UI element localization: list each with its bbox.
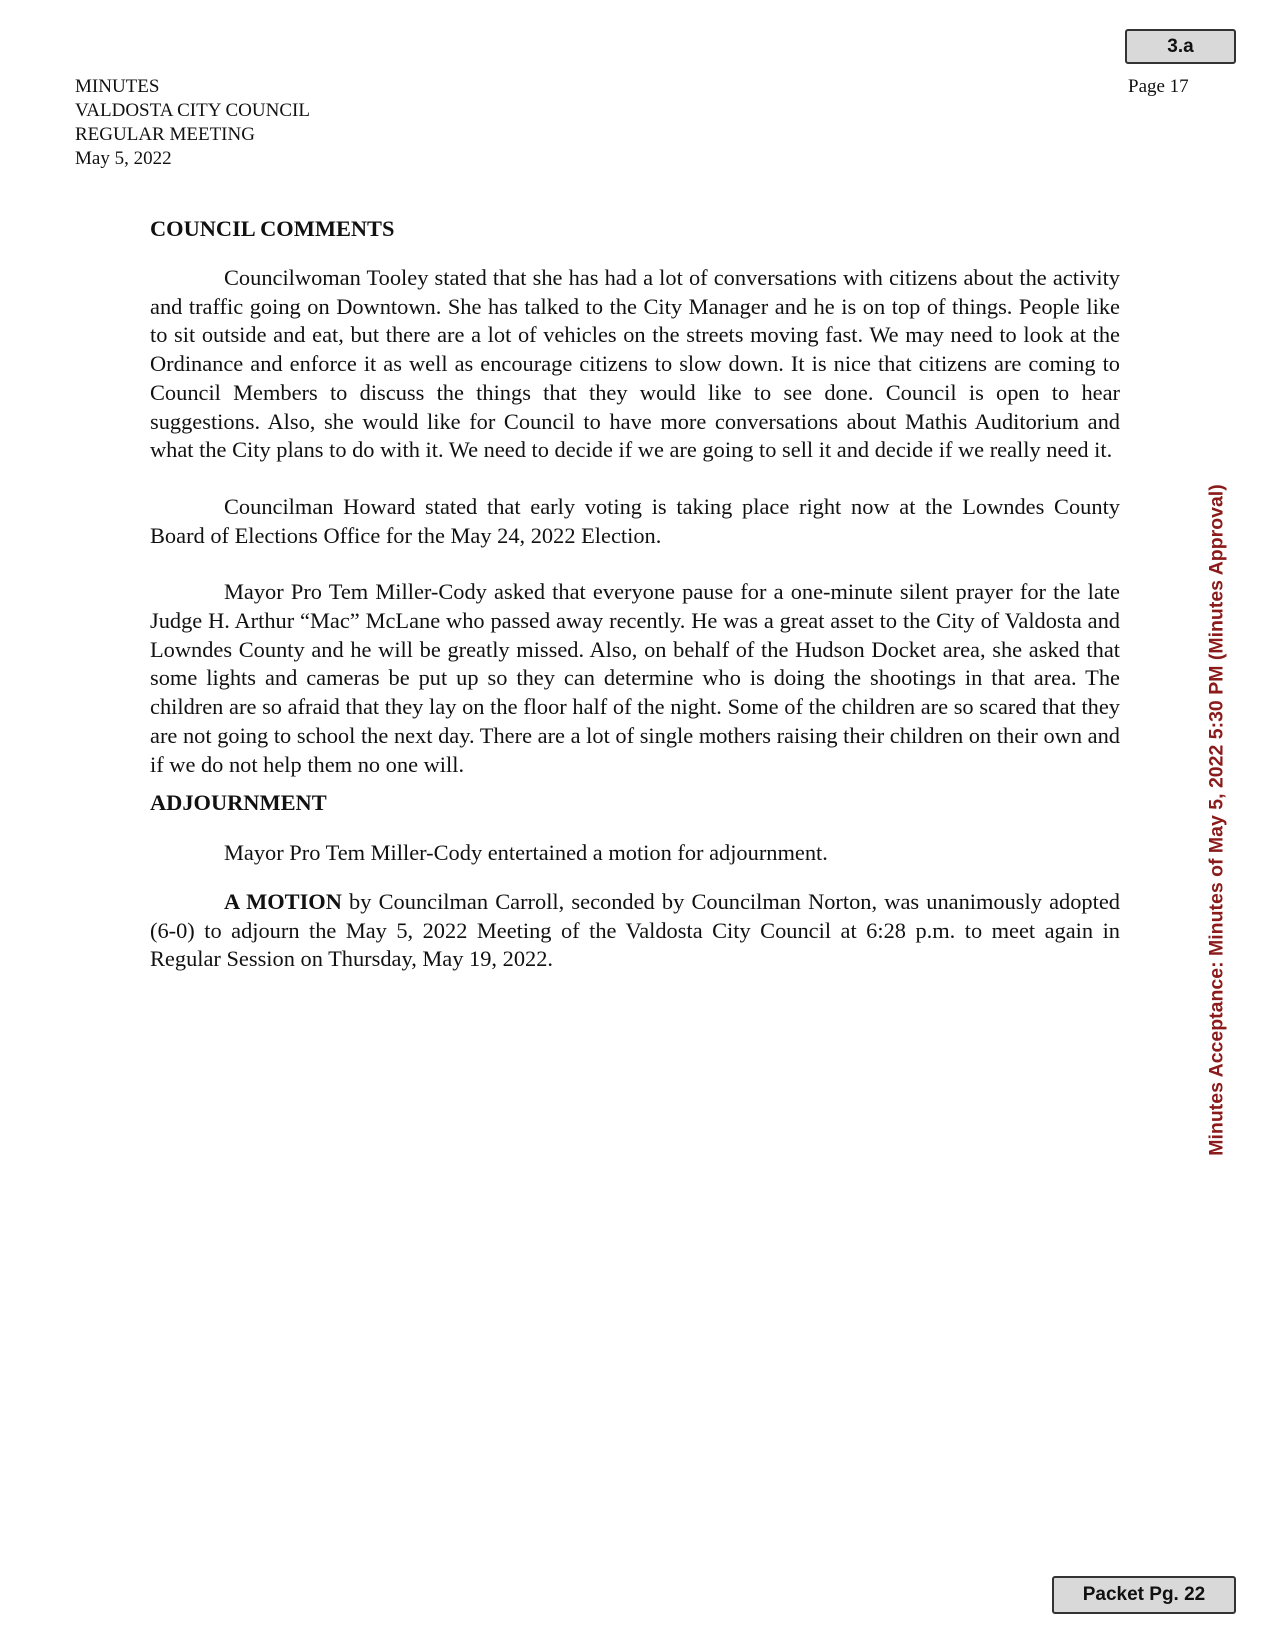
header-line-date: May 5, 2022: [75, 148, 172, 169]
motion-lead: A MOTION: [224, 888, 342, 914]
header-line-meeting-type: REGULAR MEETING: [75, 124, 255, 145]
comment-paragraph-tooley: Councilwoman Tooley stated that she has had a lot of conversations with citizens about the activity and traffic going on Downtown. She has talked to the City Manager and he is on top of things. People like to sit outside and eat, but there are a lot of vehicles on the streets moving fast. We may need to look at the Ordinance and enforce it as well as encourage citizens to slow down. It is nice that citizens are coming to Council Members to discuss the things that they would like to see done. Council is open to hear suggestions. Also, she would like for Council to have more conversations about Mathis Auditorium and what the City plans to do with it. We need to decide if we are going to sell it and decide if we really need it.: [150, 265, 1120, 463]
comment-paragraph-miller-cody: Mayor Pro Tem Miller-Cody asked that everyone pause for a one-minute silent prayer for the late Judge H. Arthur “Mac” McLane who passed away recently. He was a great asset to the City of Valdosta and Lowndes County and he will be greatly missed. Also, on behalf of the Hudson Docket area, she asked that some lights and cameras be put up so they can determine who is doing the shootings in that area. The children are so afraid that they lay on the floor half of the night. Some of the children are so scared that they are not going to school the next day. There are a lot of single mothers raising their children on their own and if we do not help them no one will.: [150, 579, 1120, 777]
page-number: Page 17: [1128, 76, 1189, 97]
agenda-item-tag: 3.a: [1125, 29, 1236, 64]
adjournment-motion: [150, 888, 1120, 974]
header-line-minutes: MINUTES: [75, 76, 160, 97]
document-body: [150, 215, 1120, 974]
council-comments-heading: COUNCIL COMMENTS: [150, 216, 395, 241]
packet-page-tag: Packet Pg. 22: [1052, 1576, 1236, 1614]
comment-paragraph-howard: Councilman Howard stated that early voting is taking place right now at the Lowndes County Board of Elections Office for the May 24, 2022 Election.: [150, 493, 1120, 548]
adjournment-heading: ADJOURNMENT: [150, 790, 327, 816]
minutes-acceptance-stamp: Minutes Acceptance: Minutes of May 5, 2022 5:30 PM (Minutes Approval): [1205, 484, 1228, 1156]
adjournment-intro: Mayor Pro Tem Miller-Cody entertained a motion for adjournment.: [224, 840, 828, 866]
document-header: [75, 75, 310, 171]
motion-text: by Councilman Carroll, seconded by Councilman Norton, was unanimously adopted (6-0) to adjourn the May 5, 2022 Meeting of the Valdosta City Council at 6:28 p.m. to meet again in Regular Session on Thursday, May 19, 2022.: [150, 888, 1120, 972]
header-line-council: VALDOSTA CITY COUNCIL: [75, 100, 310, 121]
